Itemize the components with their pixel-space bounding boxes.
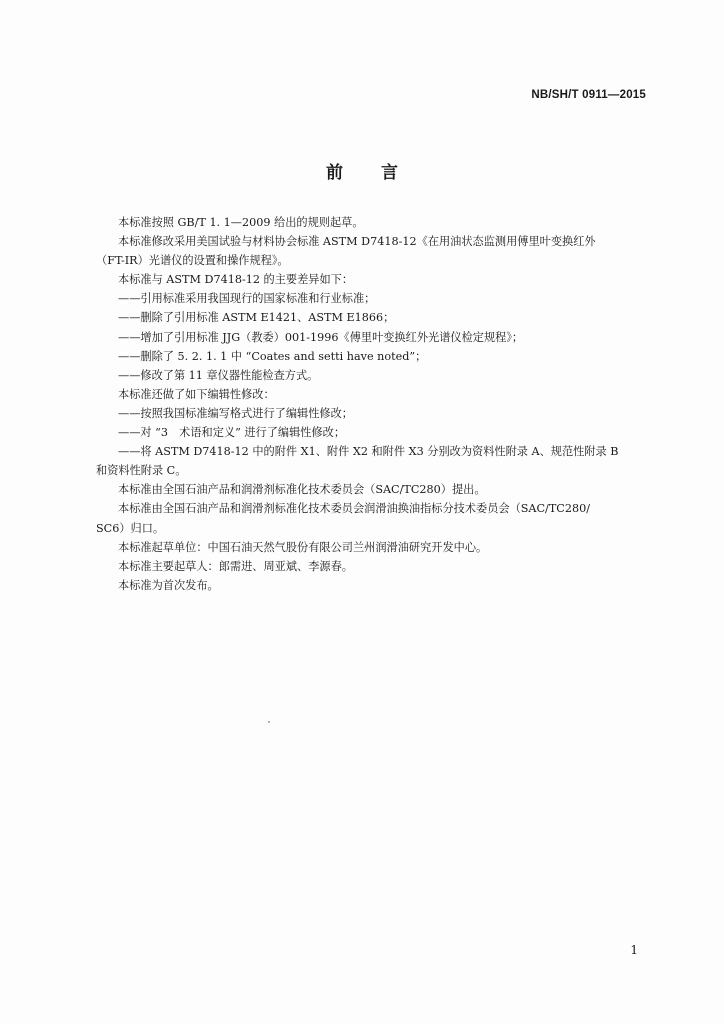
paragraph: 本标准与 ASTM D7418-12 的主要差异如下：: [118, 273, 354, 287]
paragraph-continuation: SC6）归口。: [96, 521, 165, 535]
standard-code: NB/SH/T 0911—2015: [531, 89, 646, 101]
list-item: ——对 “3 术语和定义” 进行了编辑性修改；: [118, 426, 346, 440]
paragraph: 本标准修改采用美国试验与材料协会标准 ASTM D7418-12《在用油状态监测用傅里叶变换红外: [118, 235, 596, 249]
paragraph-continuation: （FT-IR）光谱仪的设置和操作规程》。: [96, 254, 289, 268]
list-item: ——引用标准采用我国现行的国家标准和行业标准；: [118, 292, 376, 306]
list-item: ——增加了引用标准 JJG（教委）001-1996《傅里叶变换红外光谱仪检定规程》；: [118, 330, 524, 344]
page-number: 1: [630, 943, 638, 957]
paragraph: 本标准按照 GB/T 1. 1—2009 给出的规则起草。: [118, 216, 364, 229]
list-item: ——删除了引用标准 ASTM E1421、ASTM E1866；: [118, 311, 395, 325]
list-item: ——按照我国标准编写格式进行了编辑性修改；: [118, 406, 353, 420]
list-item: ——修改了第 11 章仪器性能检查方式。: [118, 368, 319, 382]
paragraph: 本标准主要起草人：郎需进、周亚斌、李源春。: [118, 559, 353, 573]
paragraph: 本标准为首次发布。: [118, 578, 219, 592]
paragraph: 本标准由全国石油产品和润滑剂标准化技术委员会（SAC/TC280）提出。: [118, 483, 486, 497]
scan-speck: [268, 721, 270, 723]
foreword-body: [96, 213, 648, 595]
list-item: ——将 ASTM D7418-12 中的附件 X1、附件 X2 和附件 X3 分别改为资料性附录 A、规范性附录 B: [118, 445, 619, 459]
page-title: 前言: [326, 163, 436, 183]
paragraph: 本标准还做了如下编辑性修改：: [118, 387, 275, 401]
list-item: ——删除了 5. 2. 1. 1 中 “Coates and setti have noted”；: [118, 349, 427, 363]
paragraph-continuation: 和资料性附录 C。: [96, 464, 187, 478]
paragraph: 本标准由全国石油产品和润滑剂标准化技术委员会润滑油换油指标分技术委员会（SAC/TC280/: [118, 502, 590, 516]
paragraph: 本标准起草单位：中国石油天然气股份有限公司兰州润滑油研究开发中心。: [118, 540, 488, 554]
